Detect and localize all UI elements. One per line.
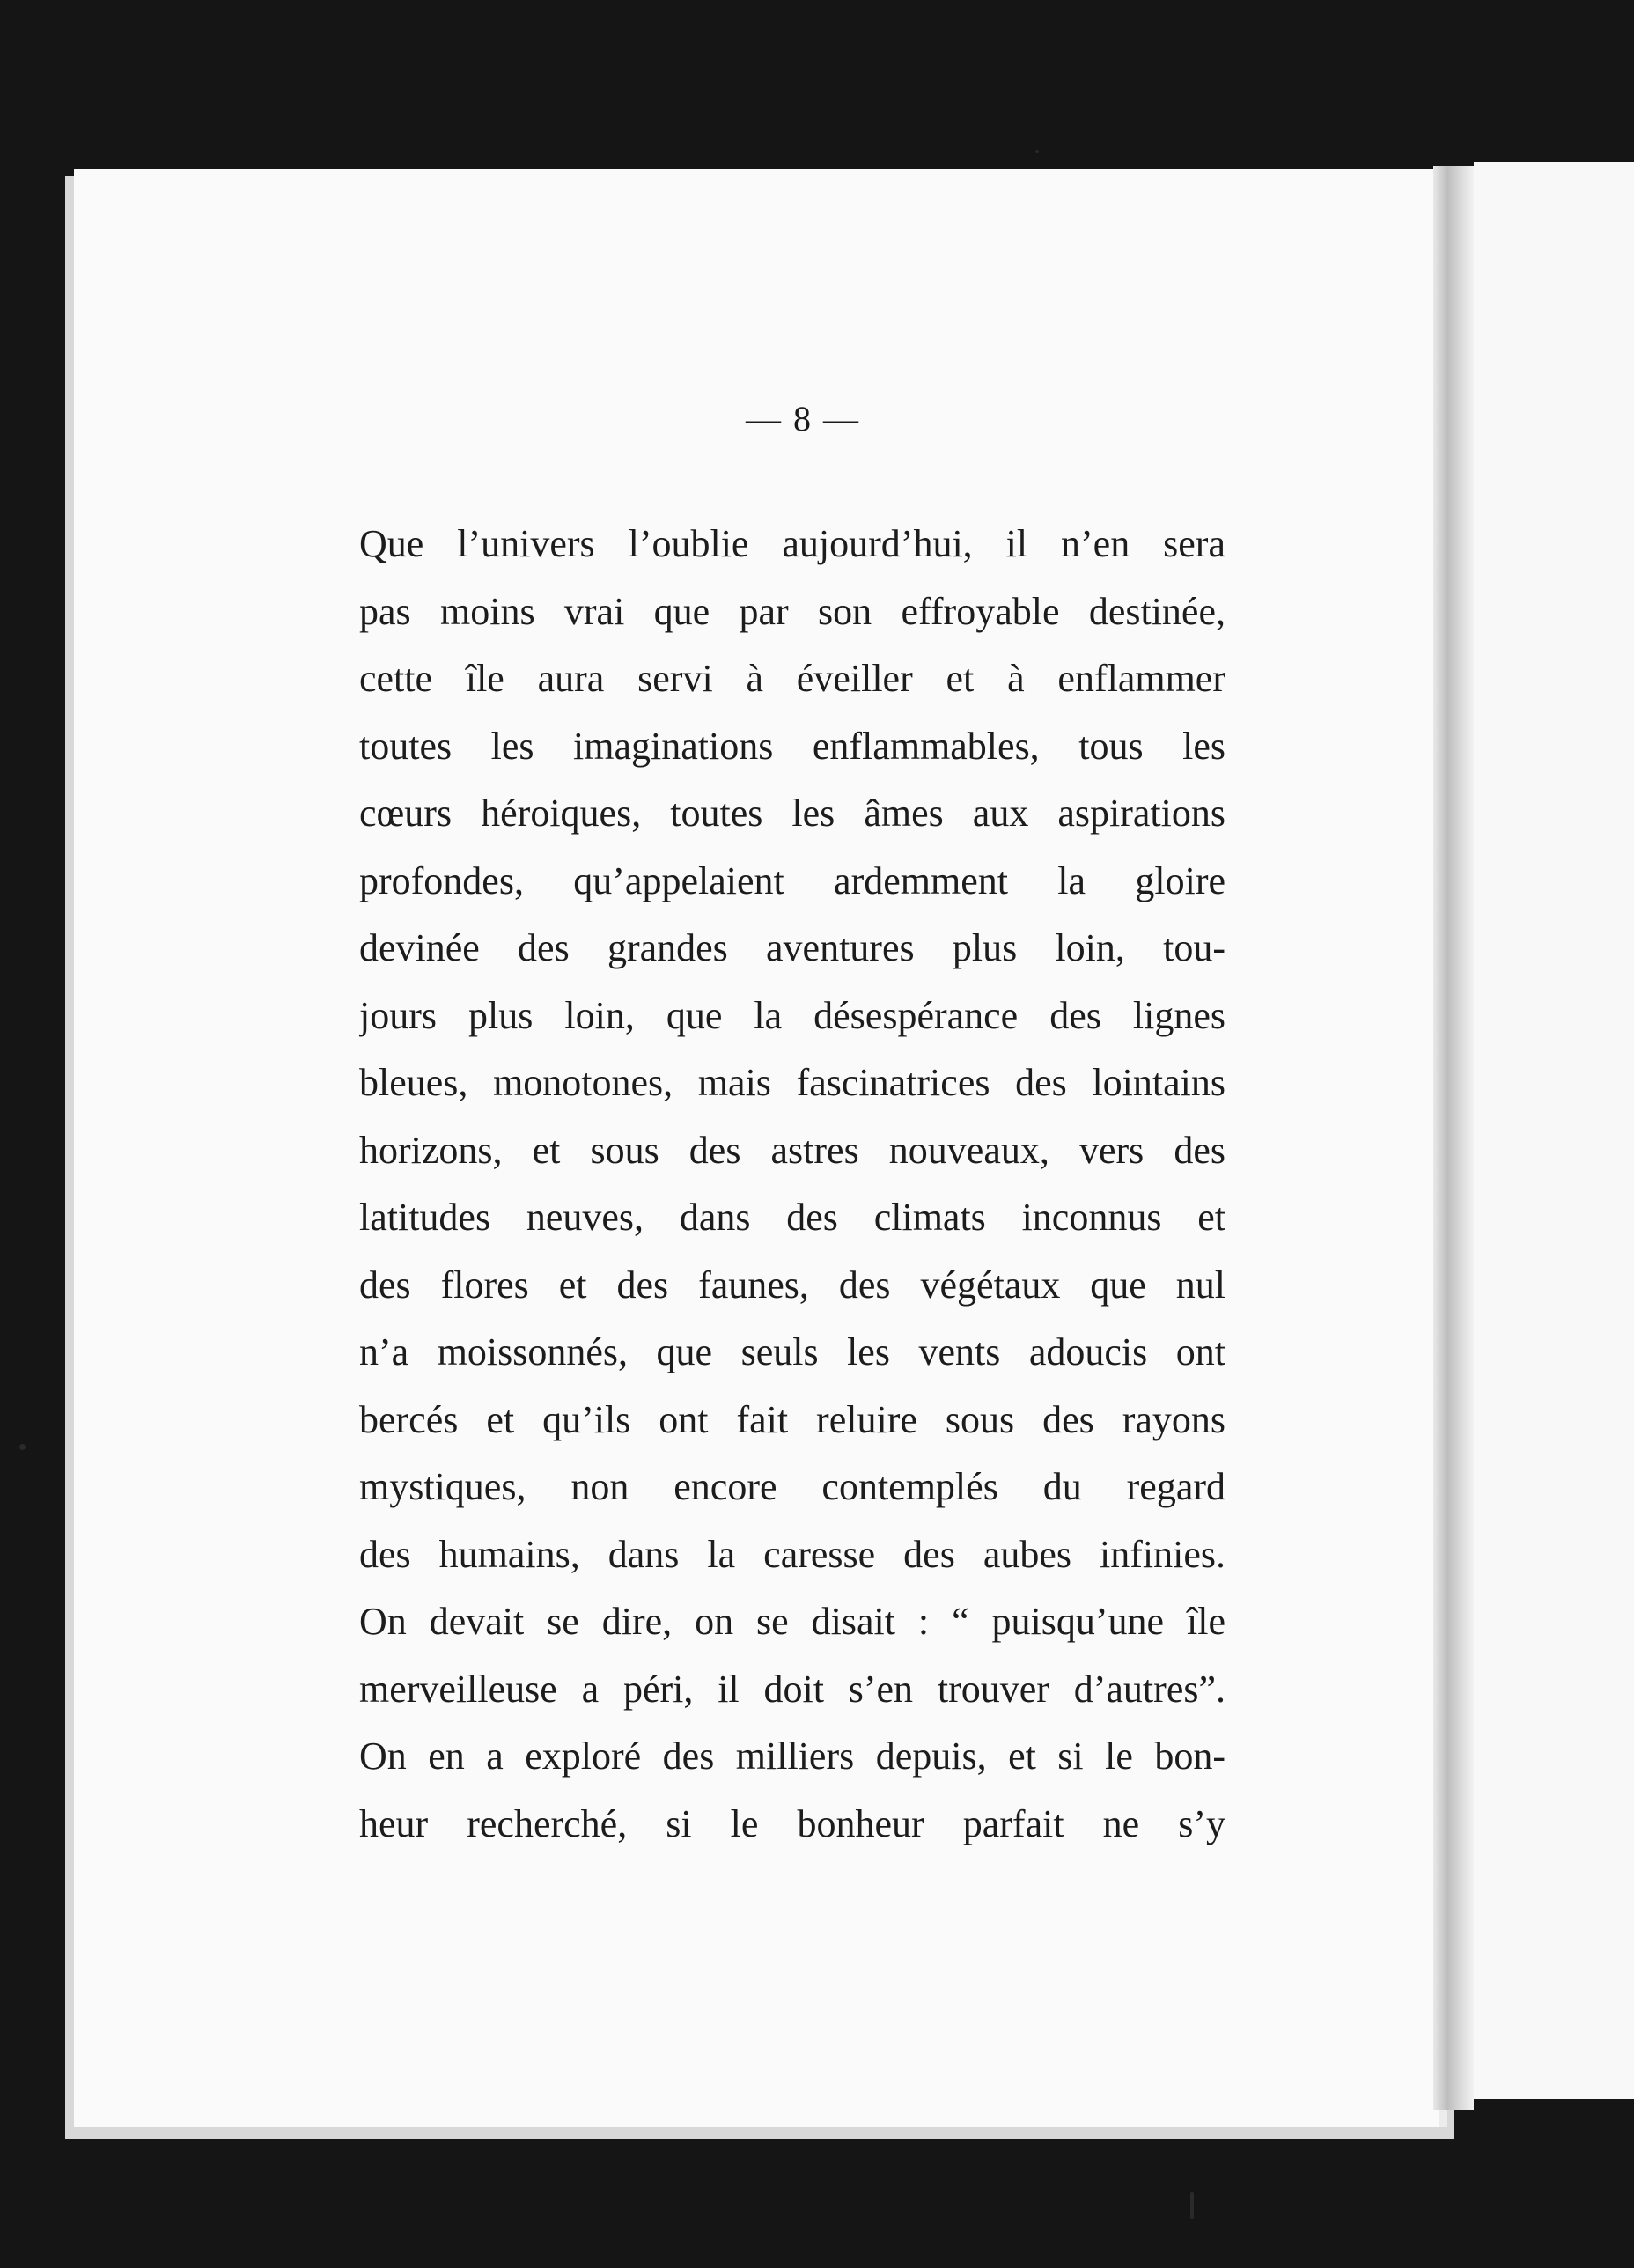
text-line-content: On en a exploré des milliers depuis, et si le bon- (359, 1734, 1226, 1778)
text-line-content: devinée des grandes aventures plus loin, tou- (359, 926, 1226, 969)
body-text (359, 511, 1226, 1858)
facing-page-edge (1474, 162, 1634, 2099)
text-line (359, 1656, 1226, 1724)
text-line (359, 1791, 1226, 1859)
text-line (359, 1049, 1226, 1117)
text-line (359, 780, 1226, 848)
dust-speck (19, 1444, 26, 1450)
text-line (359, 1387, 1226, 1454)
text-line-content: latitudes neuves, dans des climats inconnus et (359, 1196, 1226, 1239)
text-line-content: mystiques, non encore contemplés du regard (359, 1465, 1226, 1508)
dust-speck (1190, 2192, 1194, 2219)
dust-speck (1035, 150, 1039, 153)
text-line-content: merveilleuse a péri, il doit s’en trouver d’autres”. (359, 1667, 1226, 1711)
text-line-content: bercés et qu’ils ont fait reluire sous des rayons (359, 1397, 1226, 1441)
text-line (359, 983, 1226, 1050)
text-line (359, 511, 1226, 578)
text-line (359, 1588, 1226, 1656)
text-line (359, 1723, 1226, 1791)
text-line-content: jours plus loin, que la désespérance des lignes (359, 993, 1226, 1037)
text-line-content: On devait se dire, on se disait : “ puisqu’une île (359, 1600, 1226, 1643)
text-line-content: profondes, qu’appelaient ardemment la gloire (359, 858, 1226, 902)
text-line-content: des flores et des faunes, des végétaux que nul (359, 1263, 1226, 1307)
text-line (359, 645, 1226, 713)
text-line (359, 1117, 1226, 1185)
text-line (359, 1521, 1226, 1589)
text-line-content: pas moins vrai que par son effroyable destinée, (359, 589, 1226, 633)
page-number: — 8 — (746, 399, 860, 438)
text-line (359, 578, 1226, 646)
text-line-content: n’a moissonnés, que seuls les vents adoucis ont (359, 1330, 1226, 1373)
text-line-content: des humains, dans la caresse des aubes infinies. (359, 1532, 1226, 1576)
text-line-content: Que l’univers l’oublie aujourd’hui, il n’en sera (359, 522, 1226, 565)
text-line-content: cœurs héroiques, toutes les âmes aux aspirations (359, 792, 1226, 835)
text-line-content: horizons, et sous des astres nouveaux, vers des (359, 1128, 1226, 1172)
text-line (359, 1252, 1226, 1320)
text-line-content: toutes les imaginations enflammables, tous les (359, 724, 1226, 768)
text-line (359, 1454, 1226, 1521)
text-line (359, 713, 1226, 781)
page-gutter (1433, 166, 1474, 2110)
text-line (359, 1319, 1226, 1387)
text-line-content: heur recherché, si le bonheur parfait ne s’y (359, 1801, 1226, 1845)
text-line-content: bleues, monotones, mais fascinatrices des lointains (359, 1061, 1226, 1104)
text-line (359, 1184, 1226, 1252)
text-line-content: cette île aura servi à éveiller et à enflammer (359, 657, 1226, 700)
text-line (359, 848, 1226, 916)
text-line (359, 915, 1226, 983)
